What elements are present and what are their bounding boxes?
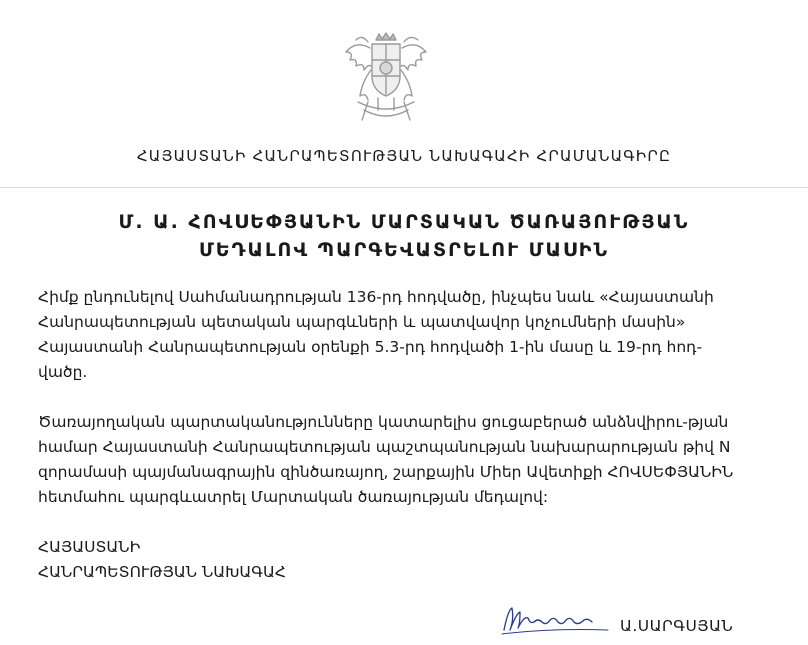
document-title-line: Մ. Ա. ՀՈՎՍԵՓՅԱՆԻՆ ՄԱՐՏԱԿԱՆ ԾԱՌԱՅՈՒԹՅԱՆ bbox=[118, 211, 690, 233]
armenian-coat-of-arms-icon bbox=[338, 30, 434, 128]
decree-paragraph: Ծառայողական պարտականությունները կատարելիս ցուցաբերած անձնվիրու-թյան համար Հայաստանի Հանրապետության պաշտպանության նախարարության թիվ N զորամասի պայմանագրային զինծառայող, շարքային Միեր Ավետիքի ՀՈՎՍԵՓՅԱՆԻՆ հետմահու պարգևատրել Մարտական ծառայության մեդալով: bbox=[38, 413, 734, 506]
document-title bbox=[0, 208, 808, 264]
signatory-title-line: ՀԱՅԱՍՏԱՆԻ bbox=[38, 538, 141, 556]
signatory-title-line: ՀԱՆՐԱՊԵՏՈՒԹՅԱՆ ՆԱԽԱԳԱՀ bbox=[38, 563, 286, 581]
document-title-line: ՄԵԴԱԼՈՎ ՊԱՐԳԵՎԱՏՐԵԼՈՒ ՄԱՍԻՆ bbox=[198, 239, 610, 261]
signatory-title bbox=[38, 535, 286, 585]
decree-paragraph: Հիմք ընդունելով Սահմանադրության 136-րդ հոդվածը, ինչպես նաև «Հայաստանի Հանրապետության պետական պարգևների և պատվավոր կոչումների մասին» Հայաստանի Հանրապետության օրենքի 5.3-րդ հոդվածի 1-ին մասը և 19-րդ հոդ-վածը. bbox=[38, 288, 714, 381]
header-title: ՀԱՅԱՍՏԱՆԻ ՀԱՆՐԱՊԵՏՈՒԹՅԱՆ ՆԱԽԱԳԱՀԻ ՀՐԱՄԱՆԱԳԻՐԸ bbox=[136, 147, 672, 165]
handwritten-signature-icon bbox=[500, 600, 610, 640]
header-divider bbox=[0, 187, 808, 188]
signer-name: Ա.ՍԱՐԳՍՅԱՆ bbox=[620, 617, 734, 635]
